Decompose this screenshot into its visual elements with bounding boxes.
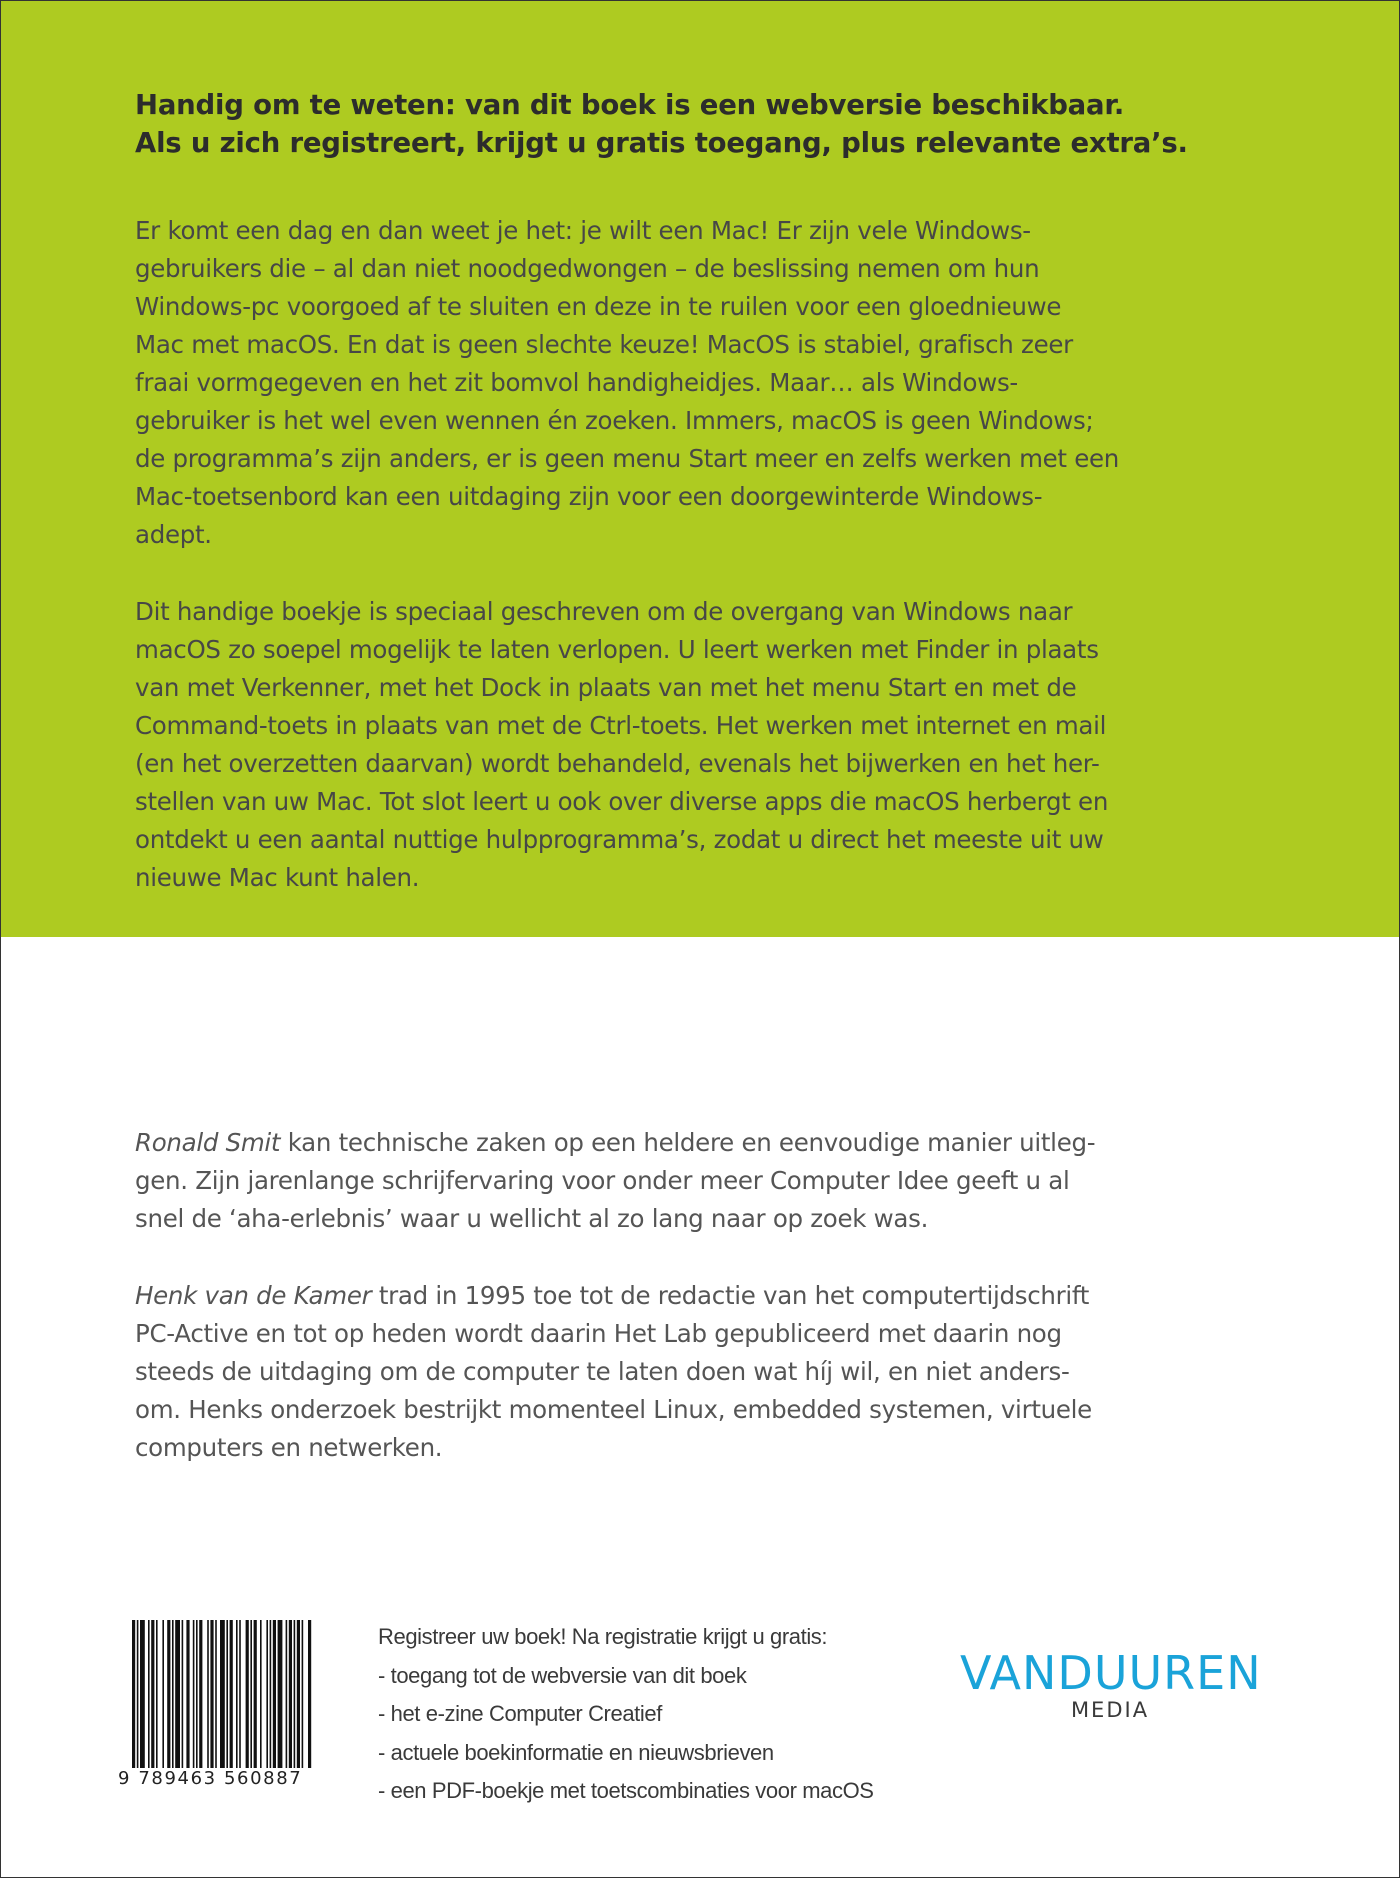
barcode-bar: [162, 1620, 164, 1768]
author-bio-ronald: [135, 1124, 1295, 1238]
barcode-bar: [236, 1620, 238, 1768]
text-line: gebruikers die – al dan niet noodgedwongen – de beslissing nemen om hun: [135, 254, 1040, 283]
text-line: computers en netwerken.: [135, 1433, 443, 1462]
barcode-bar: [199, 1620, 202, 1768]
barcode-bar: [140, 1620, 145, 1768]
text-line: macOS zo soepel mogelijk te laten verlopen. U leert werken met Finder in plaats: [135, 635, 1099, 664]
barcode-bar: [156, 1620, 158, 1768]
text-line: Command-toets in plaats van met de Ctrl-toets. Het werken met internet en mail: [135, 711, 1107, 740]
barcode-bar: [273, 1620, 276, 1768]
text-line: Mac-toetsenbord kan een uitdaging zijn voor een doorgewinterde Windows-: [135, 482, 1043, 511]
text-line: PC-Active en tot op heden wordt daarin Het Lab gepubliceerd met daarin nog: [135, 1319, 1062, 1348]
barcode-bar: [270, 1620, 272, 1768]
publisher-logo: [960, 1646, 1262, 1730]
text-line: de programma’s zijn anders, er is geen menu Start meer en zelfs werken met een: [135, 444, 1119, 473]
author-name: Ronald Smit: [135, 1128, 281, 1157]
text-line: snel de ‘aha-erlebnis’ waar u wellicht al zo lang naar op zoek was.: [135, 1204, 929, 1233]
barcode-bar: [302, 1620, 304, 1768]
text-line: Dit handige boekje is speciaal geschreven om de overgang van Windows naar: [135, 597, 1073, 626]
barcode-bar: [151, 1620, 154, 1768]
register-heading: Registreer uw boek! Na registratie krijgt u gratis:: [378, 1624, 828, 1649]
barcode-bar: [278, 1620, 283, 1768]
text-line: fraai vormgegeven en het zit bomvol handigheidjes. Maar… als Windows-: [135, 368, 1018, 397]
barcode-bar: [207, 1620, 209, 1768]
barcode-bar: [289, 1620, 292, 1768]
text-line: gebruiker is het wel even wennen én zoeken. Immers, macOS is geen Windows;: [135, 406, 1094, 435]
barcode-bar: [196, 1620, 198, 1768]
text-line: [135, 1124, 1295, 1162]
text-line: van met Verkenner, met het Dock in plaats van met het menu Start en met de: [135, 673, 1077, 702]
text-line: Mac met macOS. En dat is geen slechte keuze! MacOS is stabiel, grafisch zeer: [135, 330, 1073, 359]
barcode-bar: [148, 1620, 150, 1768]
text-line: Windows-pc voorgoed af te sluiten en deze in te ruilen voor een gloednieuwe: [135, 292, 1062, 321]
barcode-bar: [175, 1620, 180, 1768]
text-line: adept.: [135, 520, 212, 549]
barcode-bar: [254, 1620, 257, 1768]
logo-subtitle: MEDIA: [1070, 1698, 1150, 1722]
text-fragment: kan technische zaken op een heldere en eenvoudige manier uitleg-: [280, 1128, 1096, 1157]
text-line: om. Henks onderzoek bestrijkt momenteel Linux, embedded systemen, virtuele: [135, 1395, 1092, 1424]
barcode-bar: [167, 1620, 170, 1768]
barcode-bar: [182, 1620, 184, 1768]
text-line: ontdekt u een aantal nuttige hulpprogramma’s, zodat u direct het meeste uit uw: [135, 825, 1104, 854]
register-item: - toegang tot de webversie van dit boek: [378, 1662, 747, 1688]
registration-info: [378, 1618, 938, 1811]
isbn-barcode: [118, 1620, 348, 1788]
text-line: Er komt een dag en dan weet je het: je wilt een Mac! Er zijn vele Windows-: [135, 216, 1031, 245]
barcode-bar: [297, 1620, 300, 1768]
isbn-number: 9 789463 560887: [118, 1768, 348, 1790]
author-name: Henk van de Kamer: [135, 1281, 372, 1310]
register-item: - actuele boekinformatie en nieuwsbrieven: [378, 1739, 774, 1765]
barcode-bar: [215, 1620, 217, 1768]
content-paragraph: [135, 593, 1295, 897]
barcode-bar: [186, 1620, 189, 1768]
author-bio-henk: [135, 1277, 1295, 1467]
barcode-bar: [226, 1620, 228, 1788]
barcode-bar: [132, 1620, 135, 1788]
barcode-bar: [137, 1620, 139, 1788]
headline: [135, 86, 1295, 162]
text-line: steeds de uitdaging om de computer te laten doen wat híj wil, en niet anders-: [135, 1357, 1070, 1386]
text-line: stellen van uw Mac. Tot slot leert u ook over diverse apps die macOS herbergt en: [135, 787, 1109, 816]
barcode-bar: [210, 1620, 213, 1768]
text-fragment: trad in 1995 toe tot de redactie van het computertijdschrift: [371, 1281, 1090, 1310]
text-line: (en het overzetten daarvan) wordt behandeld, evenals het bijwerken en het her-: [135, 749, 1100, 778]
text-line: [135, 1277, 1295, 1315]
barcode-bar: [260, 1620, 262, 1768]
logo-wordmark: VANDUUREN: [960, 1646, 1262, 1700]
headline-line: Als u zich registreert, krijgt u gratis toegang, plus relevante extra’s.: [135, 127, 1188, 159]
text-line: nieuwe Mac kunt halen.: [135, 863, 420, 892]
headline-line: Handig om te weten: van dit boek is een webversie beschikbaar.: [135, 89, 1125, 121]
barcode-bar: [250, 1620, 252, 1768]
intro-paragraph: [135, 212, 1295, 554]
barcode-bar: [193, 1620, 195, 1768]
barcode-bar: [172, 1620, 174, 1768]
text-line: gen. Zijn jarenlange schrijfervaring voor onder meer Computer Idee geeft u al: [135, 1166, 1070, 1195]
barcode-bar: [294, 1620, 296, 1768]
register-item: - het e-zine Computer Creatief: [378, 1701, 662, 1726]
barcode-bar: [266, 1620, 268, 1768]
barcode-bar: [230, 1620, 233, 1768]
barcode-bar: [239, 1620, 241, 1768]
register-item: - een PDF-boekje met toetscombinaties voor macOS: [378, 1778, 874, 1803]
barcode-bar: [308, 1620, 311, 1788]
barcode-bar: [246, 1620, 249, 1768]
barcode-bar: [220, 1620, 225, 1788]
barcode-bar: [286, 1620, 288, 1768]
